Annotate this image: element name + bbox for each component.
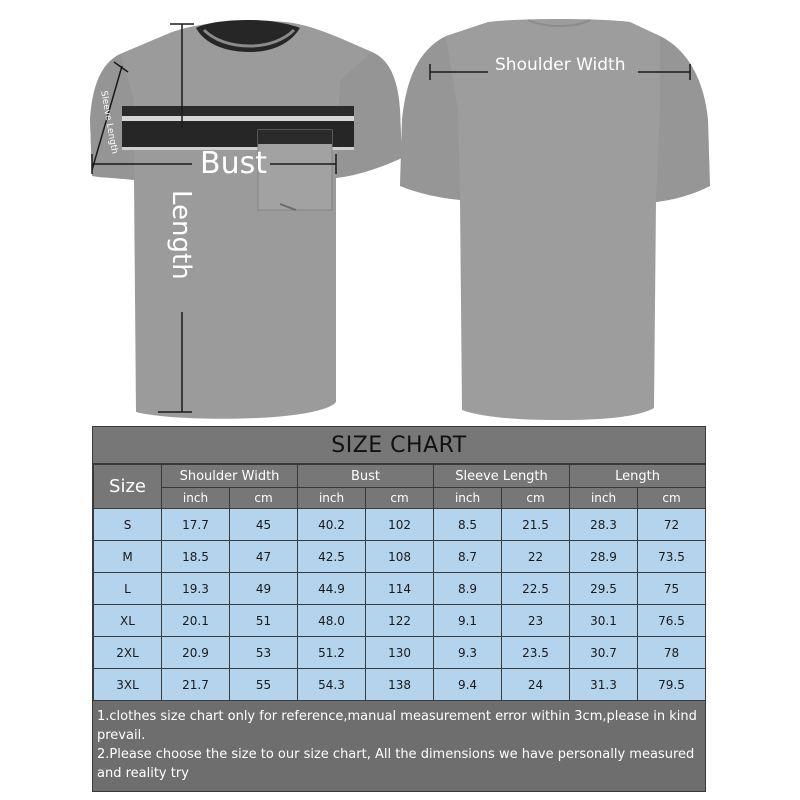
table-cell: 51.2 (298, 637, 366, 669)
table-cell: 9.4 (434, 669, 502, 701)
length-label: Length (166, 190, 196, 280)
table-cell: 9.3 (434, 637, 502, 669)
table-cell: 30.7 (570, 637, 638, 669)
size-chart-notes (93, 701, 705, 789)
back-shirt (400, 19, 710, 420)
unit-header: cm (502, 488, 570, 509)
table-row (94, 669, 706, 701)
table-cell: 122 (366, 605, 434, 637)
table-cell: 20.9 (162, 637, 230, 669)
table-cell: 44.9 (298, 573, 366, 605)
note-line: 1.clothes size chart only for reference,manual measurement error within 3cm,please in kind prevail. (97, 709, 697, 743)
table-cell: 78 (638, 637, 706, 669)
table-cell: 75 (638, 573, 706, 605)
sleeve-length-label: Sleeve Length (98, 90, 120, 155)
table-cell: 23 (502, 605, 570, 637)
size-cell: L (94, 573, 162, 605)
group-header: Sleeve Length (434, 465, 570, 488)
size-chart (92, 426, 706, 792)
table-cell: 54.3 (298, 669, 366, 701)
table-cell: 55 (230, 669, 298, 701)
table-cell: 73.5 (638, 541, 706, 573)
table-cell: 31.3 (570, 669, 638, 701)
size-table (93, 464, 706, 701)
table-cell: 20.1 (162, 605, 230, 637)
size-cell: 2XL (94, 637, 162, 669)
table-cell: 40.2 (298, 509, 366, 541)
table-cell: 8.9 (434, 573, 502, 605)
group-header: Length (570, 465, 706, 488)
table-cell: 24 (502, 669, 570, 701)
table-cell: 29.5 (570, 573, 638, 605)
table-cell: 9.1 (434, 605, 502, 637)
unit-header: cm (638, 488, 706, 509)
table-cell: 114 (366, 573, 434, 605)
table-row (94, 605, 706, 637)
group-header-row (94, 465, 706, 488)
table-cell: 28.9 (570, 541, 638, 573)
front-shirt (90, 20, 402, 419)
size-cell: 3XL (94, 669, 162, 701)
table-cell: 51 (230, 605, 298, 637)
table-cell: 21.5 (502, 509, 570, 541)
table-row (94, 509, 706, 541)
table-cell: 72 (638, 509, 706, 541)
table-cell: 21.7 (162, 669, 230, 701)
table-cell: 76.5 (638, 605, 706, 637)
table-cell: 48.0 (298, 605, 366, 637)
unit-header: inch (162, 488, 230, 509)
table-cell: 79.5 (638, 669, 706, 701)
chest-stripe-top (122, 106, 354, 116)
table-cell: 8.7 (434, 541, 502, 573)
unit-header: inch (298, 488, 366, 509)
unit-header: cm (230, 488, 298, 509)
table-row (94, 573, 706, 605)
unit-header: inch (570, 488, 638, 509)
table-cell: 108 (366, 541, 434, 573)
size-cell: XL (94, 605, 162, 637)
table-cell: 49 (230, 573, 298, 605)
table-cell: 45 (230, 509, 298, 541)
table-cell: 130 (366, 637, 434, 669)
size-cell: M (94, 541, 162, 573)
table-cell: 22.5 (502, 573, 570, 605)
table-cell: 47 (230, 541, 298, 573)
table-cell: 42.5 (298, 541, 366, 573)
size-chart-title: SIZE CHART (93, 427, 705, 464)
size-cell: S (94, 509, 162, 541)
table-cell: 23.5 (502, 637, 570, 669)
table-row (94, 541, 706, 573)
table-cell: 53 (230, 637, 298, 669)
group-header: Shoulder Width (162, 465, 298, 488)
unit-header-row (94, 488, 706, 509)
table-cell: 102 (366, 509, 434, 541)
size-column-header: Size (94, 465, 162, 509)
table-cell: 8.5 (434, 509, 502, 541)
table-cell: 18.5 (162, 541, 230, 573)
table-cell: 22 (502, 541, 570, 573)
shoulder-width-label: Shoulder Width (495, 55, 626, 75)
note-line: 2.Please choose the size to our size chart, All the dimensions we have personally measured and reality try (97, 747, 695, 781)
table-cell: 30.1 (570, 605, 638, 637)
group-header: Bust (298, 465, 434, 488)
table-row (94, 637, 706, 669)
table-cell: 138 (366, 669, 434, 701)
table-cell: 19.3 (162, 573, 230, 605)
table-cell: 28.3 (570, 509, 638, 541)
table-cell: 17.7 (162, 509, 230, 541)
unit-header: inch (434, 488, 502, 509)
unit-header: cm (366, 488, 434, 509)
bust-label: Bust (200, 146, 267, 181)
